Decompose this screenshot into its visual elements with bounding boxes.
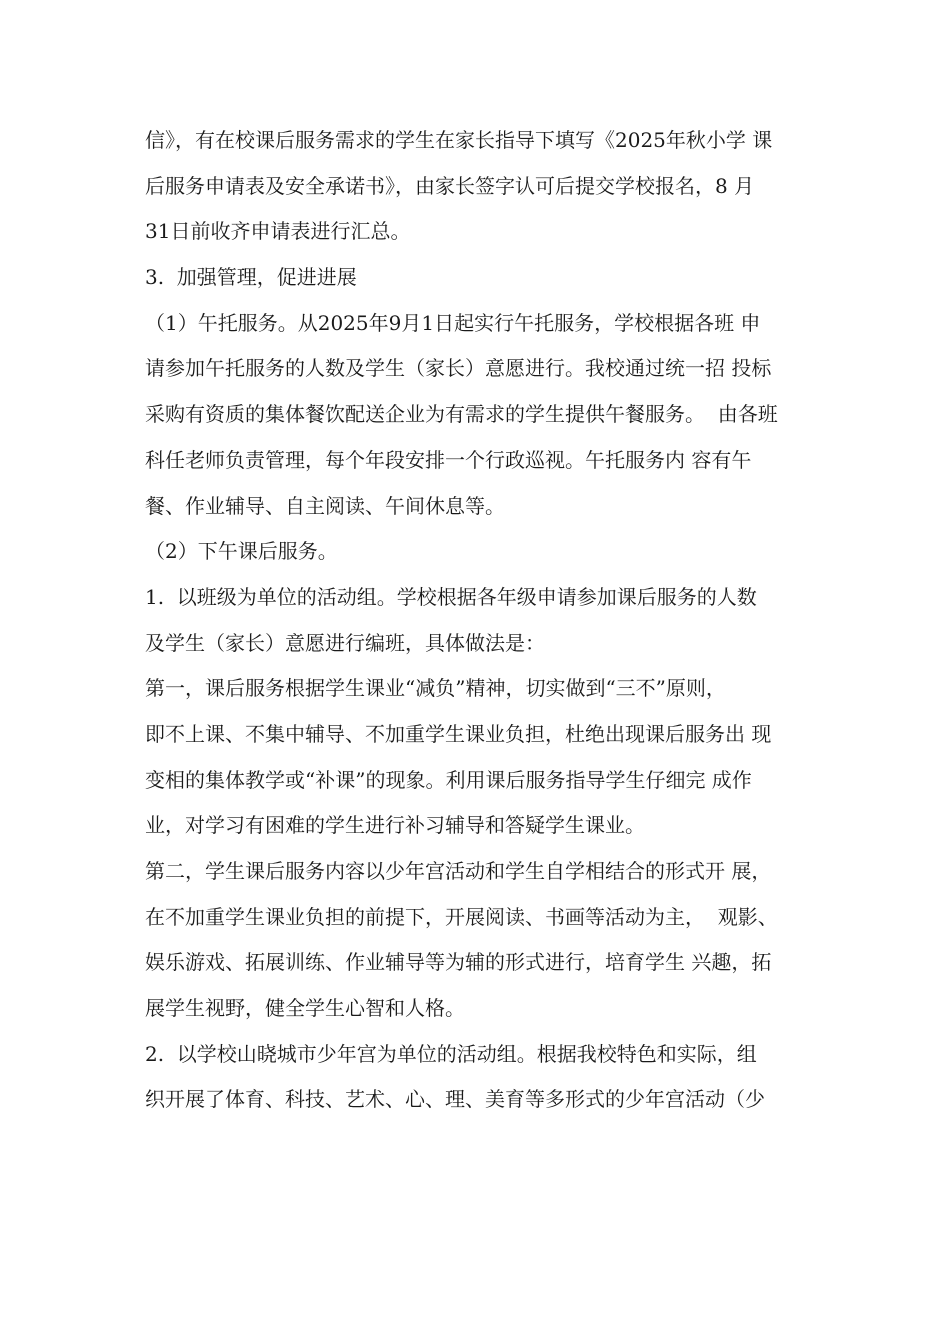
section-heading: 3. 加强管理，促进进展: [145, 265, 357, 290]
text-line: 及学生（家长）意愿进行编班，具体做法是：: [145, 630, 545, 655]
text-line: 变相的集体教学或“补课”的现象。利用课后服务指导学生仔细完 成作: [145, 767, 752, 792]
text-line: 采购有资质的集体餐饮配送企业为有需求的学生提供午餐服务。 由各班: [145, 402, 778, 427]
text-line: 第二，学生课后服务内容以少年宫活动和学生自学相结合的形式开 展，: [145, 859, 772, 883]
text-line: 1. 以班级为单位的活动组。学校根据各年级申请参加课后服务的人数: [145, 584, 757, 609]
text-line: 织开展了体育、科技、艺术、心、理、美育等多形式的少年宫活动（少: [145, 1087, 765, 1112]
body-text: [145, 118, 825, 1123]
text-line: 即不上课、不集中辅导、不加重学生课业负担，杜绝出现课后服务出 现: [145, 721, 772, 746]
text-line: （1）午托服务。从2025年9月1日起实行午托服务，学校根据各班 申: [145, 310, 761, 335]
text-line: 第一，课后服务根据学生课业“减负”精神，切实做到“三不”原则，: [145, 676, 726, 701]
text-line: 在不加重学生课业负担的前提下，开展阅读、书画等活动为主， 观影、: [145, 904, 778, 929]
text-line: 餐、作业辅导、自主阅读、午间休息等。: [145, 493, 505, 518]
text-line: 请参加午托服务的人数及学生（家长）意愿进行。我校通过统一招 投标: [145, 356, 772, 381]
text-line: 科任老师负责管理，每个年段安排一个行政巡视。午托服务内 容有午: [145, 447, 752, 472]
text-line: 信》，有在校课后服务需求的学生在家长指导下填写《2025年秋小学 课: [145, 128, 773, 152]
text-line: 展学生视野，健全学生心智和人格。: [145, 996, 465, 1021]
text-line: 31日前收齐申请表进行汇总。: [145, 219, 411, 244]
text-line: 后服务申请表及安全承诺书》，由家长签字认可后提交学校报名，8 月: [145, 173, 755, 198]
text-line: 娱乐游戏、拓展训练、作业辅导等为辅的形式进行，培育学生 兴趣，拓: [145, 950, 772, 975]
subsection-heading: （2）下午课后服务。: [145, 539, 338, 564]
text-line: 2. 以学校山晓城市少年宫为单位的活动组。根据我校特色和实际，组: [145, 1041, 757, 1066]
text-line: 业，对学习有困难的学生进行补习辅导和答疑学生课业。: [145, 813, 645, 838]
